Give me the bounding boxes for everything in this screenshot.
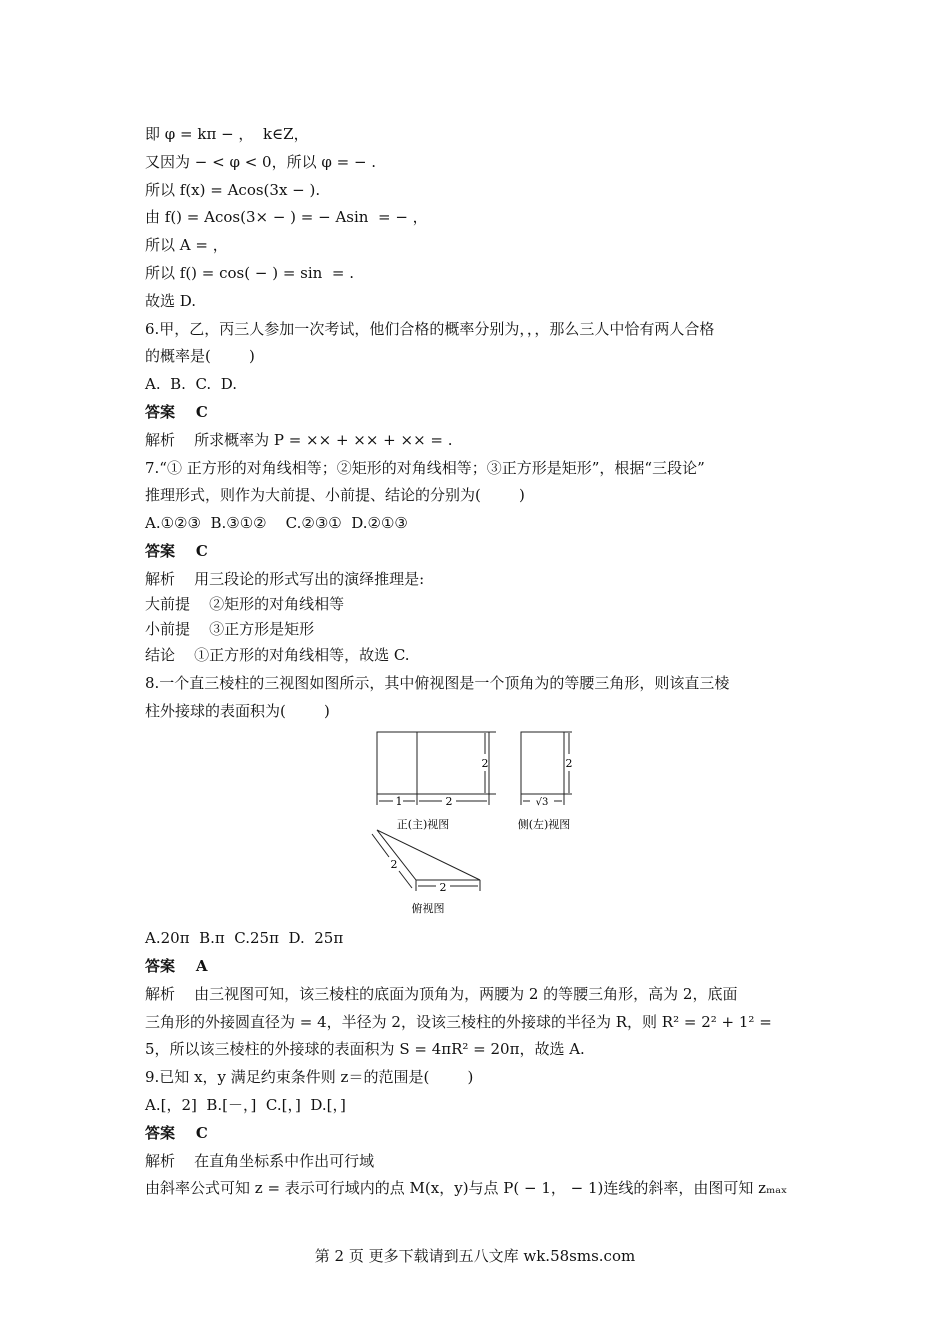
options: A.20π B.π C.25π D. 25π <box>145 929 344 947</box>
answer: 答案 A <box>145 957 208 975</box>
text-line: 的概率是( ) <box>145 347 255 365</box>
answer: 答案 C <box>145 403 208 421</box>
text-line: 所以 f() = cos( − ) = sin = . <box>145 264 354 282</box>
question-6: 6.甲，乙，丙三人参加一次考试，他们合格的概率分别为，，，那么三人中恰有两人合格 <box>145 320 715 338</box>
text-line: 小前提 ③正方形是矩形 <box>145 620 315 638</box>
front-dim-height: 2 <box>481 757 489 770</box>
top-view <box>372 830 480 891</box>
text-line: 大前提 ②矩形的对角线相等 <box>145 595 345 613</box>
text-line: 推理形式，则作为大前提、小前提、结论的分别为( ) <box>145 486 525 504</box>
answer: 答案 C <box>145 1124 208 1142</box>
text-line: 5，所以该三棱柱的外接球的表面积为 S = 4πR² = 20π，故选 A. <box>145 1040 585 1058</box>
analysis: 解析 由三视图可知，该三棱柱的底面为顶角为，两腰为 2 的等腰三角形，高为 2，底面 <box>145 985 738 1003</box>
options: A. B. C. D. <box>145 375 237 393</box>
front-view-label: 正(主)视图 <box>396 818 450 831</box>
question-9: 9.已知 x，y 满足约束条件则 z＝的范围是( ) <box>145 1068 474 1086</box>
top-view-label: 俯视图 <box>411 902 445 915</box>
text-line: 又因为 − < φ < 0，所以 φ = − . <box>145 153 377 171</box>
text-line: 所以 A = ， <box>145 236 228 254</box>
three-view-figure <box>360 725 590 920</box>
top-dim-edge: 2 <box>439 881 447 894</box>
analysis: 解析 所求概率为 P = ×× + ×× + ×× = . <box>145 431 453 449</box>
text-line: 由斜率公式可知 z = 表示可行域内的点 M(x，y)与点 P( − 1， − 1)连线的斜率，由图可知 zₘₐₓ <box>145 1179 788 1197</box>
text-line: 所以 f(x) = Acos(3x − ). <box>145 181 321 199</box>
top-dim-side: 2 <box>390 858 398 871</box>
options: A.[，2] B.[－，] C.[，] D.[，] <box>145 1096 346 1114</box>
text-line: 故选 D. <box>145 292 197 310</box>
text-line: 柱外接球的表面积为( ) <box>145 702 330 720</box>
side-dim-sqrt3: √3 <box>535 797 549 808</box>
question-8: 8.一个直三棱柱的三视图如图所示，其中俯视图是一个顶角为的等腰三角形，则该直三棱 <box>145 674 730 692</box>
options: A.①②③ B.③①② C.②③① D.②①③ <box>145 514 408 532</box>
side-view-label: 侧(左)视图 <box>517 818 571 831</box>
page-footer: 第 2 页 更多下载请到五八文库 wk.58sms.com <box>314 1247 636 1265</box>
text-line: 由 f() = Acos(3× − ) = − Asin = − ， <box>145 208 428 226</box>
text-line: 三角形的外接圆直径为 = 4，半径为 2，设该三棱柱的外接球的半径为 R，则 R² = 2² + 1² = <box>145 1013 772 1031</box>
analysis: 解析 用三段论的形式写出的演绎推理是: <box>145 570 425 588</box>
question-7: 7.“① 正方形的对角线相等；②矩形的对角线相等；③正方形是矩形”，根据“三段论” <box>145 459 705 477</box>
analysis: 解析 在直角坐标系中作出可行域 <box>145 1152 375 1170</box>
front-dim-1: 1 <box>395 795 403 808</box>
front-dim-2: 2 <box>445 795 453 808</box>
answer: 答案 C <box>145 542 208 560</box>
side-view <box>521 732 572 805</box>
text-line: 结论 ①正方形的对角线相等，故选 C. <box>145 646 410 664</box>
side-dim-height: 2 <box>565 757 573 770</box>
text-line: 即 φ = kπ − ， k∈Z， <box>145 125 309 143</box>
